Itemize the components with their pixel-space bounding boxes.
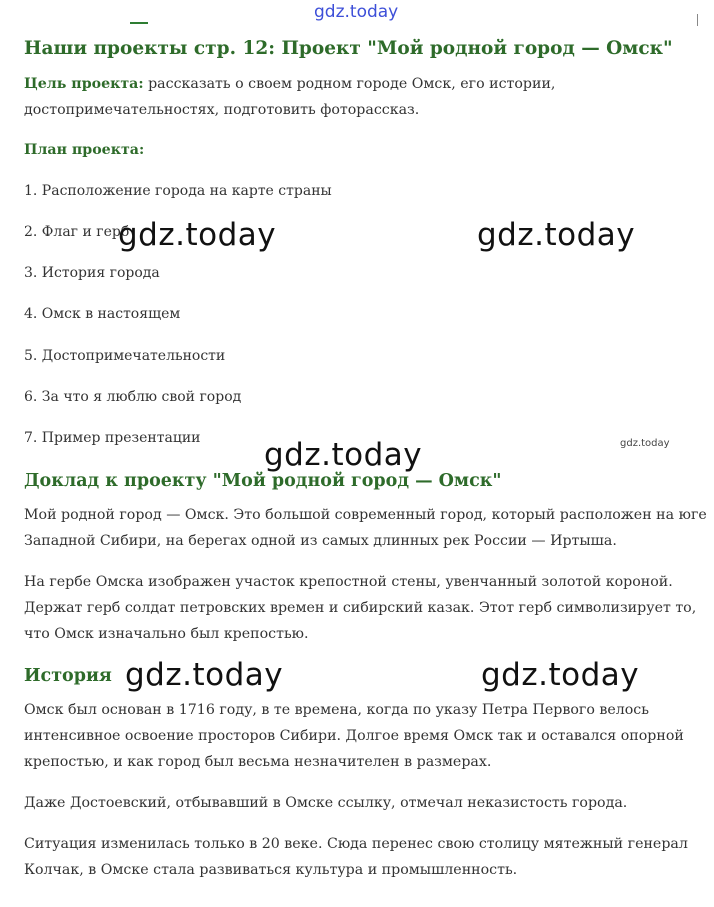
goal-text-line1: рассказать о своем родном городе Омск, его истории, — [143, 76, 556, 92]
watermark: gdz.today — [477, 217, 636, 253]
history-title: История — [24, 666, 112, 686]
plan-item: 2. Флаг и герб — [24, 224, 130, 240]
plan-title: План проекта: — [24, 142, 145, 158]
site-logo[interactable]: gdz.today — [314, 2, 399, 22]
watermark: gdz.today — [125, 657, 284, 693]
page-title: Наши проекты стр. 12: Проект "Мой родной город — Омск" — [24, 38, 673, 59]
history-paragraph-2: Даже Достоевский, отбывавший в Омске ссылку, отмечал неказистость города. — [24, 795, 628, 811]
text-line: Мой родной город — Омск. Это большой современный город, который расположен на юге — [24, 507, 707, 523]
history-paragraph-3 — [24, 831, 688, 883]
text-line: На гербе Омска изображен участок крепостной стены, увенчанный золотой короной. — [24, 574, 673, 590]
watermark: gdz.today — [264, 437, 423, 473]
text-line: интенсивное освоение просторов Сибири. Долгое время Омск так и оставался опорной — [24, 728, 684, 744]
text-line: Ситуация изменилась только в 20 веке. Сюда перенес свою столицу мятежный генерал — [24, 836, 688, 852]
plan-item: 3. История города — [24, 265, 160, 281]
report-title: Доклад к проекту "Мой родной город — Омск" — [24, 471, 502, 491]
goal-text-line2: достопримечательностях, подготовить фоторассказ. — [24, 102, 420, 118]
goal-paragraph — [24, 71, 555, 123]
watermark: gdz.today — [481, 657, 640, 693]
text-line: Колчак, в Омске стала развиваться культура и промышленность. — [24, 862, 518, 878]
text-line: Омск был основан в 1716 году, в те времена, когда по указу Петра Первого велось — [24, 702, 649, 718]
plan-item: 6. За что я люблю свой город — [24, 389, 242, 405]
report-paragraph-2 — [24, 569, 696, 647]
text-line: Западной Сибири, на берегах одной из самых длинных рек России — Иртыша. — [24, 533, 617, 549]
goal-label: Цель проекта: — [24, 76, 144, 92]
top-edge-mark — [697, 14, 698, 26]
plan-item: 7. Пример презентации — [24, 430, 201, 446]
history-paragraph-1 — [24, 697, 684, 775]
top-divider — [130, 22, 148, 24]
plan-item: 4. Омск в настоящем — [24, 306, 181, 322]
plan-item: 1. Расположение города на карте страны — [24, 183, 332, 199]
text-line: что Омск изначально был крепостью. — [24, 626, 309, 642]
text-line: крепостью, и как город был весьма незначителен в размерах. — [24, 754, 492, 770]
plan-item: 5. Достопримечательности — [24, 348, 226, 364]
text-line: Держат герб солдат петровских времен и сибирский казак. Этот герб символизирует то, — [24, 600, 697, 616]
watermark: gdz.today — [118, 217, 277, 253]
watermark-small: gdz.today — [620, 438, 670, 449]
report-paragraph-1 — [24, 502, 707, 554]
